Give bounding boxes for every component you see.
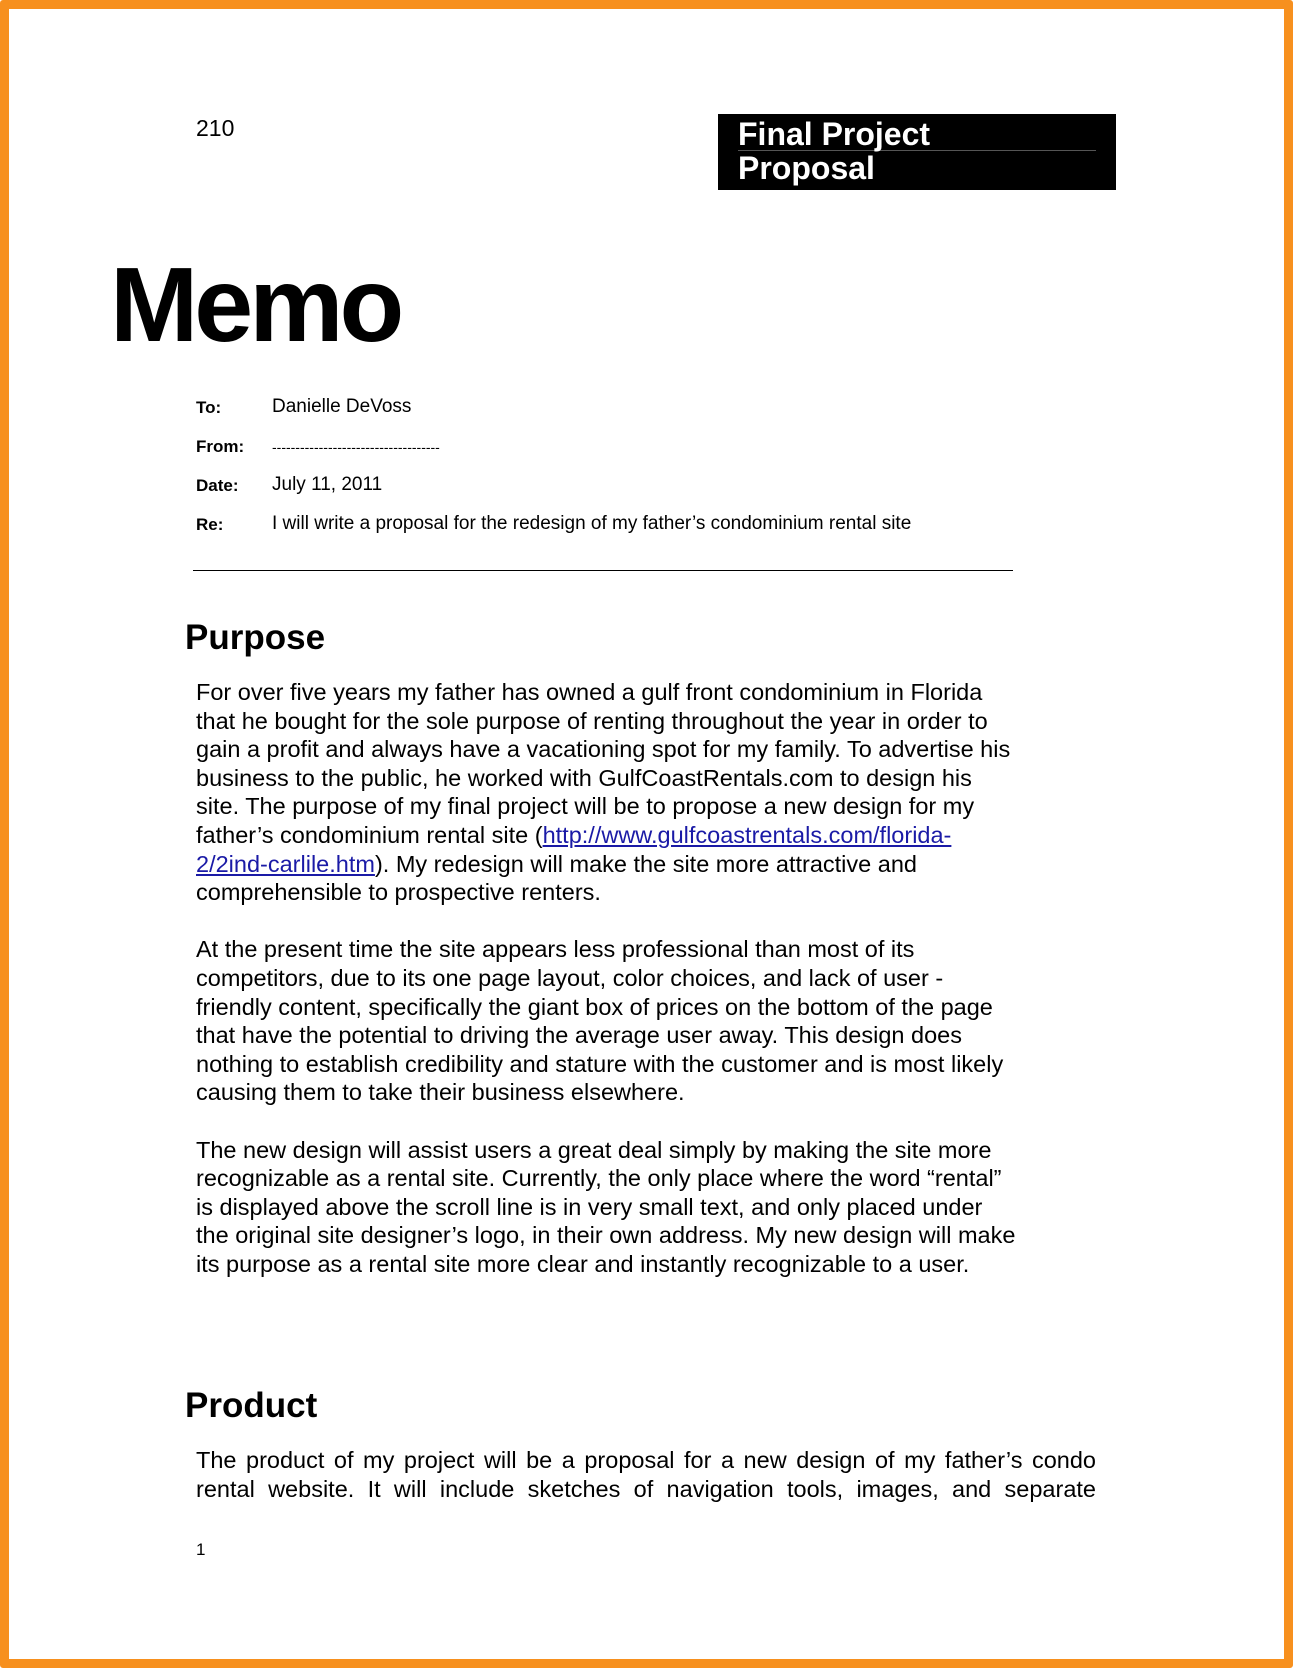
to-label: To:	[196, 398, 222, 417]
title-banner	[718, 114, 1116, 190]
purpose-paragraph-3: The new design will assist users a great deal simply by making the site more recognizable as a rental site. Currently, the only place where the word “rental” is displayed above the scroll line is in very small text, and only placed under the original site designer’s logo, in their own address. My new design will make its purpose as a rental site more clear and instantly recognizable to a user.	[196, 1136, 1016, 1277]
purpose-heading: Purpose	[185, 618, 326, 657]
purpose-paragraph-2: At the present time the site appears less professional than most of its competitors, due to its one page layout, color choices, and lack of user - friendly content, specifically the giant box of prices on the bottom of the page that have the potential to driving the average user away. This design does nothing to establish credibility and stature with the customer and is most likely causing them to take their business elsewhere.	[196, 936, 1004, 1106]
page-number-bottom: 1	[196, 1540, 206, 1559]
from-label: From:	[196, 437, 245, 456]
title-line-1: Final Project	[738, 118, 1096, 151]
header-divider	[193, 570, 1013, 571]
condo-site-link[interactable]: http://www.gulfcoastrentals.com/florida-2/2ind-carlile.htm	[196, 821, 952, 877]
product-heading: Product	[185, 1386, 318, 1425]
product-line-2: rental website. It will include sketches of navigation tools, images, and separate	[196, 1475, 1096, 1502]
re-label: Re:	[196, 515, 224, 534]
date-label: Date:	[196, 476, 239, 495]
product-line-1: The product of my project will be a proposal for a new design of my father’s condo	[196, 1447, 1096, 1473]
memo-heading: Memo	[110, 246, 401, 364]
date-value: July 11, 2011	[272, 474, 383, 495]
product-body	[196, 1446, 1096, 1503]
purpose-body	[196, 678, 1016, 1278]
purpose-p1-text-after: ). My redesign will make the site more attractive and comprehensible to prospective renters.	[196, 850, 917, 906]
purpose-p1-text-before: For over five years my father has owned a gulf front condominium in Florida that he bought for the sole purpose of renting throughout the year in order to gain a profit and always have a vacationing spot for my family. To advertise his business to the public, he worked with GulfCoastRentals.com to design his site. The purpose of my final project will be to propose a new design for my father’s condominium rental site (	[196, 679, 1011, 848]
title-line-2: Proposal	[738, 150, 875, 186]
re-value: I will write a proposal for the redesign of my father’s condominium rental site	[272, 513, 912, 534]
from-value: ------------------------------------	[272, 439, 440, 455]
page-number-top: 210	[196, 115, 235, 141]
to-value: Danielle DeVoss	[272, 396, 412, 417]
purpose-paragraph-1	[196, 678, 1016, 907]
